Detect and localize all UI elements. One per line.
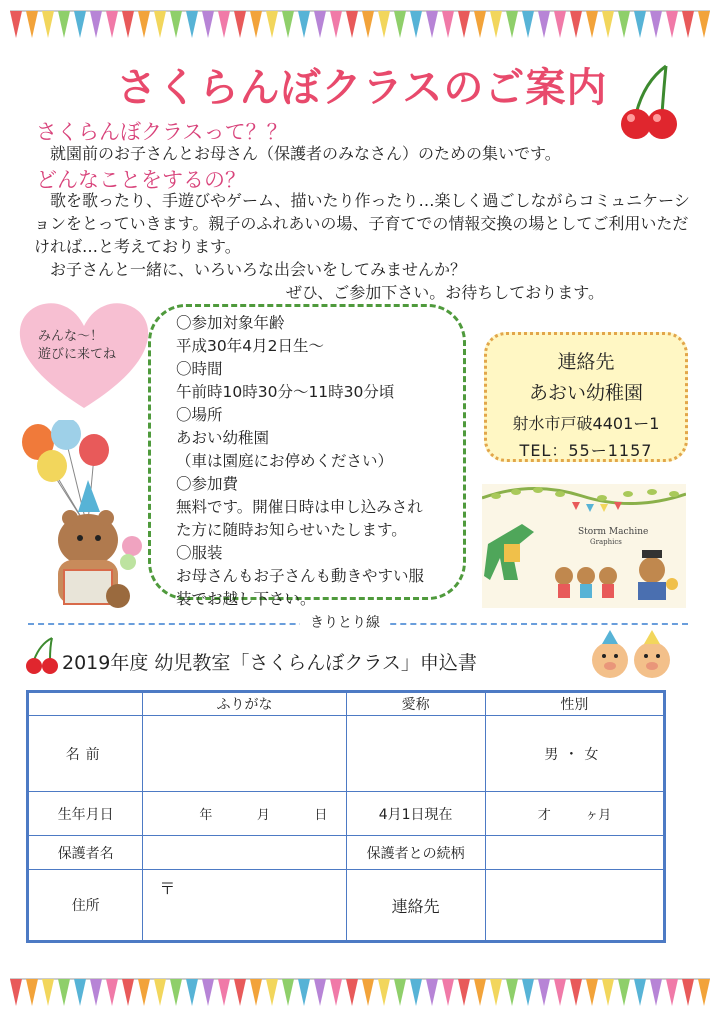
bunting-flag xyxy=(106,979,118,1006)
bunting-flag xyxy=(618,979,630,1006)
time-value: 午前時10時30分～11時30分頃 xyxy=(176,383,395,401)
cut-line-label: きりとり線 xyxy=(300,612,390,632)
bunting-flag xyxy=(442,11,454,38)
contact-tel: TEL：55ー1157 xyxy=(519,441,653,460)
relation-field[interactable] xyxy=(485,836,664,870)
contact-field[interactable] xyxy=(485,870,664,942)
bunting-flag xyxy=(298,979,310,1006)
guardian-field[interactable] xyxy=(143,836,346,870)
section2-text: 歌を歌ったり、手遊びやゲーム、描いたり作ったり…楽しく過ごしながらコミュニケーションをとっていきます。親子のふれあいの場、子育てでの情報交換の場としてご利用いただければ…と考えております。 xyxy=(34,191,690,256)
contact-name: あおい幼稚園 xyxy=(528,382,643,404)
section2-body xyxy=(34,189,694,304)
bunting-flag xyxy=(250,11,262,38)
section1-body xyxy=(34,142,694,165)
fee-heading: 〇参加費 xyxy=(176,475,239,493)
bunting-flag xyxy=(186,979,198,1006)
bunting-flag xyxy=(410,979,422,1006)
gender-field[interactable]: 男・女 xyxy=(485,716,664,792)
bunting-flag xyxy=(90,979,102,1006)
name-label: 名前 xyxy=(28,716,143,792)
bunting-flag xyxy=(570,979,582,1006)
bunting-flag xyxy=(218,11,230,38)
bunting-flag xyxy=(666,979,678,1006)
birth-field[interactable] xyxy=(143,792,346,836)
bunting-flag xyxy=(458,979,470,1006)
bunting-flag xyxy=(602,979,614,1006)
bunting-flag xyxy=(122,979,134,1006)
target-value: 平成30年4月2日生～ xyxy=(176,337,324,355)
bunting-bottom xyxy=(10,976,710,1012)
nickname-header: 愛称 xyxy=(346,692,485,716)
bunting-flag xyxy=(138,11,150,38)
bunting-flag xyxy=(58,979,70,1006)
bunting-flag xyxy=(650,11,662,38)
bunting-flag xyxy=(522,11,534,38)
clothes-line1: お母さんもお子さんも動きやすい服 xyxy=(176,567,425,585)
bunting-flag xyxy=(330,11,342,38)
as-of-note: 4月1日現在 xyxy=(346,792,485,836)
bunting-flag xyxy=(154,979,166,1006)
bunting-flag xyxy=(458,11,470,38)
address-label: 住所 xyxy=(28,870,143,942)
bunting-flag xyxy=(202,11,214,38)
bunting-flag xyxy=(250,979,262,1006)
page-title: さくらんぼクラスのご案内 xyxy=(116,65,608,111)
bunting-flag xyxy=(90,11,102,38)
heart-line2: 遊びに来てね xyxy=(38,347,117,362)
bunting-flag xyxy=(506,11,518,38)
clothes-heading: 〇服装 xyxy=(176,544,223,562)
contact-label: 連絡先 xyxy=(557,351,615,373)
clothes-line2: 装でお越し下さい。 xyxy=(176,590,316,608)
section2-closing: ぜひ、ご参加下さい。お待ちしております。 xyxy=(285,283,604,302)
bunting-flag xyxy=(234,979,246,1006)
application-form xyxy=(26,690,666,943)
bunting-flag xyxy=(682,979,694,1006)
age-years: 才 xyxy=(537,808,551,823)
gender-header: 性別 xyxy=(485,692,664,716)
contact-label-cell: 連絡先 xyxy=(346,870,485,942)
bunting-flag xyxy=(618,11,630,38)
bunting-top xyxy=(10,8,710,44)
fee-line2: た方に随時お知らせいたします。 xyxy=(176,521,407,539)
bunting-flag xyxy=(138,979,150,1006)
bunting-flag xyxy=(426,11,438,38)
bunting-flag xyxy=(394,979,406,1006)
bunting-flag xyxy=(346,11,358,38)
bunting-flag xyxy=(666,11,678,38)
section1-text: 就園前のお子さんとお母さん（保護者のみなさん）のための集いです。 xyxy=(50,144,561,163)
bunting-flag xyxy=(282,979,294,1006)
bunting-flag xyxy=(74,11,86,38)
bunting-flag xyxy=(330,979,342,1006)
birth-year: 年 xyxy=(199,808,213,823)
parade-illustration xyxy=(482,484,686,608)
bunting-flag xyxy=(442,979,454,1006)
age-months: ヶ月 xyxy=(585,808,612,823)
birth-day: 日 xyxy=(314,808,328,823)
time-heading: 〇時間 xyxy=(176,360,223,378)
nickname-field[interactable] xyxy=(346,716,485,792)
bunting-flag xyxy=(378,979,390,1006)
bunting-flag xyxy=(554,979,566,1006)
bunting-flag xyxy=(650,979,662,1006)
guardian-label: 保護者名 xyxy=(28,836,143,870)
bunting-flag xyxy=(154,11,166,38)
bunting-flag xyxy=(634,11,646,38)
bear-balloons-illustration xyxy=(18,420,148,610)
bunting-flag xyxy=(234,11,246,38)
bunting-flag xyxy=(538,979,550,1006)
bunting-flag xyxy=(282,11,294,38)
bunting-flag xyxy=(218,979,230,1006)
cherry-icon xyxy=(614,62,688,142)
small-cherry-icon xyxy=(22,636,62,676)
bunting-flag xyxy=(410,11,422,38)
bunting-flag xyxy=(698,979,710,1006)
bunting-flag xyxy=(186,11,198,38)
name-field[interactable] xyxy=(143,716,346,792)
bunting-flag xyxy=(26,11,38,38)
bunting-flag xyxy=(362,979,374,1006)
bunting-flag xyxy=(298,11,310,38)
furigana-header: ふりがな xyxy=(143,692,346,716)
birth-label: 生年月日 xyxy=(28,792,143,836)
bunting-flag xyxy=(522,979,534,1006)
bunting-flag xyxy=(490,11,502,38)
bunting-flag xyxy=(474,979,486,1006)
fee-line1: 無料です。開催日時は申し込みされ xyxy=(176,498,423,516)
heart-message xyxy=(38,328,148,364)
contact-address: 射水市戸破4401ー1 xyxy=(512,414,660,433)
bunting-flag xyxy=(346,979,358,1006)
bunting-flag xyxy=(58,11,70,38)
bunting-flag xyxy=(474,11,486,38)
bunting-flag xyxy=(10,979,22,1006)
place-note: （車は園庭にお停めください） xyxy=(176,452,394,470)
postal-mark: 〒 xyxy=(159,879,176,898)
age-field[interactable] xyxy=(485,792,664,836)
form-title: 2019年度 幼児教室「さくらんぼクラス」申込書 xyxy=(62,652,477,674)
bunting-flag xyxy=(394,11,406,38)
bunting-flag xyxy=(490,979,502,1006)
bunting-flag xyxy=(170,11,182,38)
bunting-flag xyxy=(314,979,326,1006)
bunting-flag xyxy=(10,11,22,38)
bunting-flag xyxy=(266,979,278,1006)
target-heading: 〇参加対象年齢 xyxy=(176,314,285,332)
bunting-flag xyxy=(426,979,438,1006)
bunting-flag xyxy=(362,11,374,38)
brand-line2: Graphics xyxy=(590,538,622,546)
bunting-flag xyxy=(266,11,278,38)
bunting-flag xyxy=(378,11,390,38)
relation-label: 保護者との続柄 xyxy=(346,836,485,870)
brand-line1: Storm Machine xyxy=(578,527,649,537)
bunting-flag xyxy=(202,979,214,1006)
bunting-flag xyxy=(42,979,54,1006)
birth-month: 月 xyxy=(256,808,270,823)
bunting-flag xyxy=(538,11,550,38)
section2-heading: どんなことをするの？ xyxy=(36,168,246,192)
bunting-flag xyxy=(586,979,598,1006)
bunting-flag xyxy=(698,11,710,38)
section2-invite: お子さんと一緒に、いろいろな出会いをしてみませんか？ xyxy=(50,260,467,279)
bunting-flag xyxy=(122,11,134,38)
bunting-flag xyxy=(74,979,86,1006)
pigs-illustration xyxy=(578,628,684,686)
bunting-flag xyxy=(682,11,694,38)
section1-heading: さくらんぼクラスって？？ xyxy=(36,120,288,144)
bunting-flag xyxy=(506,979,518,1006)
header-blank xyxy=(28,692,143,716)
info-list xyxy=(176,312,458,611)
bunting-flag xyxy=(554,11,566,38)
bunting-flag xyxy=(602,11,614,38)
bunting-flag xyxy=(570,11,582,38)
contact-box xyxy=(484,332,688,462)
place-value: あおい幼稚園 xyxy=(176,429,270,447)
bunting-flag xyxy=(42,11,54,38)
place-heading: 〇場所 xyxy=(176,406,223,424)
address-field[interactable] xyxy=(143,870,346,942)
heart-line1: みんな～！ xyxy=(38,329,104,344)
bunting-flag xyxy=(26,979,38,1006)
bunting-flag xyxy=(634,979,646,1006)
bunting-flag xyxy=(170,979,182,1006)
bunting-flag xyxy=(106,11,118,38)
bunting-flag xyxy=(314,11,326,38)
bunting-flag xyxy=(586,11,598,38)
